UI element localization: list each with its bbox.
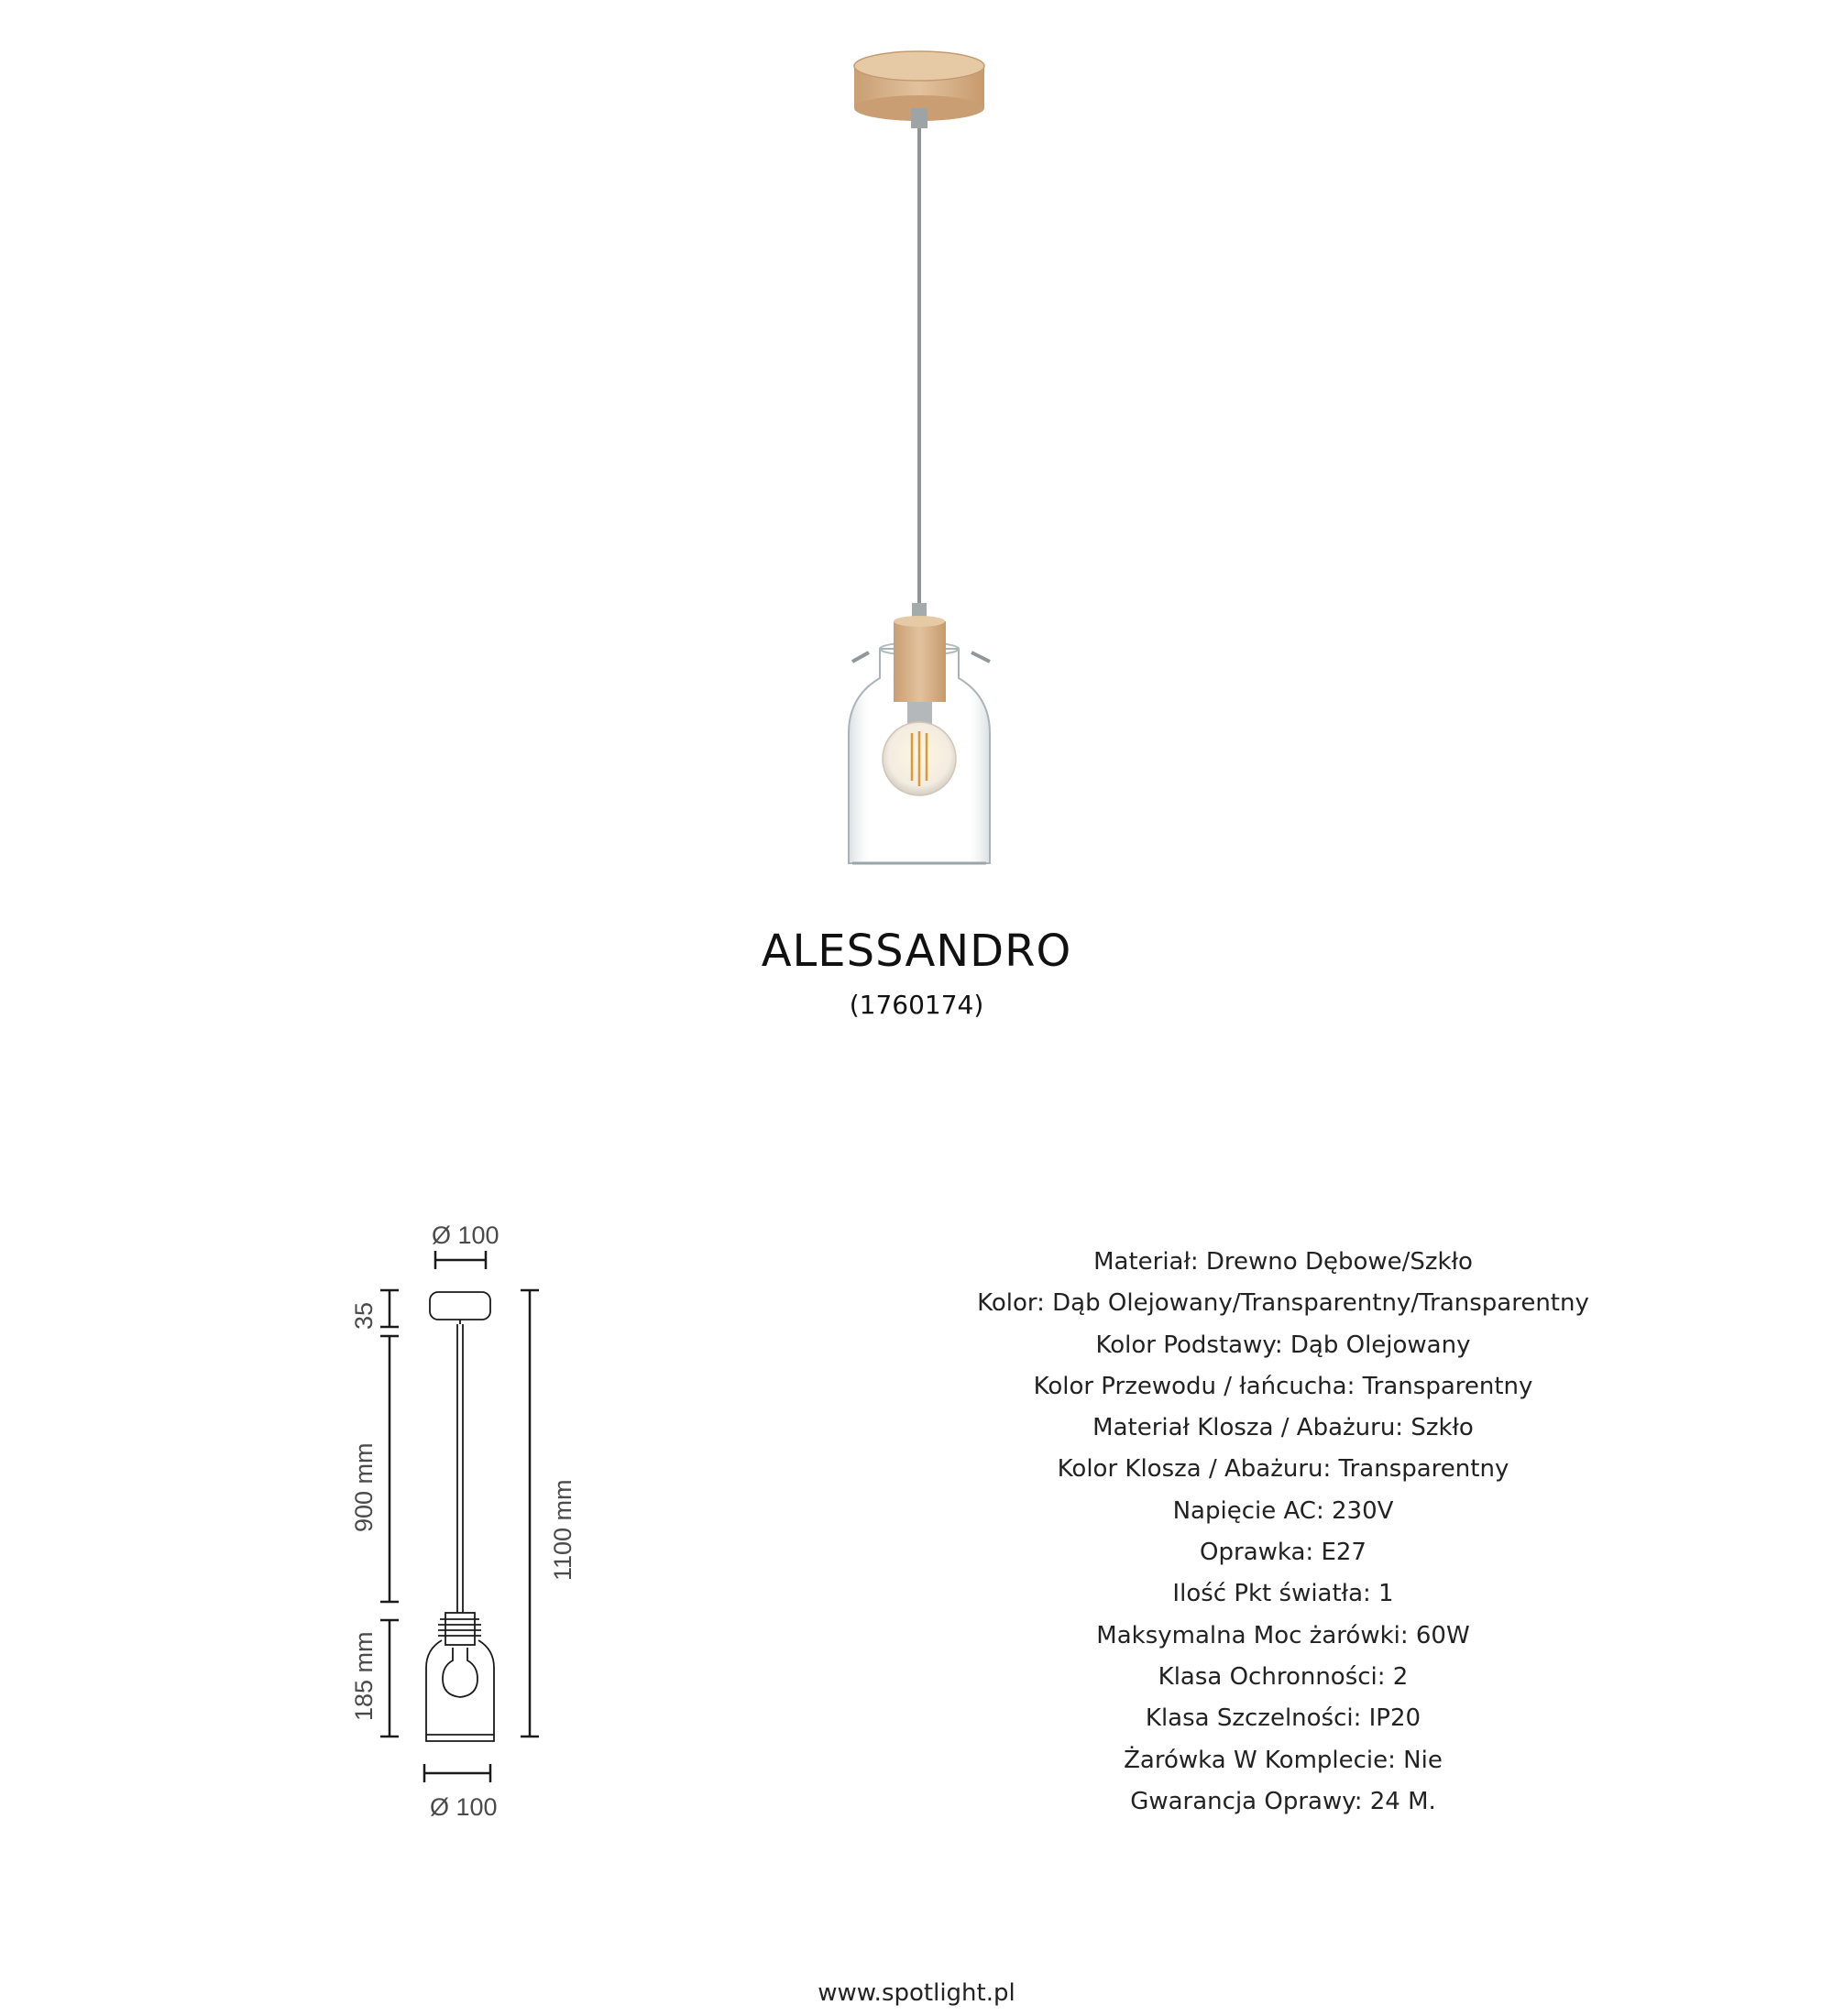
spec-base-color: Kolor Podstawy: Dąb Olejowany — [1095, 1331, 1471, 1359]
height-dimensions — [380, 1290, 399, 1737]
spec-warranty: Gwarancja Oprawy: 24 M. — [1130, 1787, 1436, 1815]
total-height-label: 1100 mm — [549, 1479, 576, 1581]
product-title: ALESSANDRO — [761, 926, 1072, 977]
shade-diameter-label: Ø 100 — [430, 1793, 498, 1821]
specifications-list — [898, 1242, 1668, 1823]
canopy-diameter-label: Ø 100 — [432, 1222, 499, 1249]
spec-shade-color: Kolor Klosza / Abażuru: Transparentny — [1057, 1455, 1509, 1484]
spec-ip-rating: Klasa Szczelności: IP20 — [1145, 1704, 1421, 1733]
lamp-outline — [426, 1292, 494, 1741]
canopy-width-dimension — [435, 1251, 486, 1269]
spec-socket: Oprawka: E27 — [1200, 1539, 1367, 1567]
spec-light-points: Ilość Pkt światła: 1 — [1172, 1580, 1394, 1608]
total-height-dimension — [521, 1290, 539, 1737]
shade-height-label: 185 mm — [350, 1631, 378, 1721]
spec-color: Kolor: Dąb Olejowany/Transparentny/Transparentny — [977, 1289, 1589, 1318]
canopy-height-label: 35 — [350, 1301, 378, 1330]
spec-material: Materiał: Drewno Dębowe/Szkło — [1093, 1248, 1473, 1276]
spec-bulb-included: Żarówka W Komplecie: Nie — [1124, 1746, 1443, 1774]
spec-voltage: Napięcie AC: 230V — [1172, 1496, 1394, 1525]
product-code: (1760174) — [849, 990, 984, 1020]
spec-shade-material: Materiał Klosza / Abażuru: Szkło — [1092, 1414, 1474, 1442]
spec-max-power: Maksymalna Moc żarówki: 60W — [1096, 1621, 1470, 1649]
spec-protection-class: Klasa Ochronności: 2 — [1158, 1662, 1409, 1691]
website-link[interactable]: www.spotlight.pl — [818, 1979, 1015, 2007]
cable-length-label: 900 mm — [350, 1442, 378, 1532]
spec-cable-color: Kolor Przewodu / łańcucha: Transparentny — [1033, 1372, 1533, 1400]
shade-width-dimension — [424, 1764, 490, 1782]
